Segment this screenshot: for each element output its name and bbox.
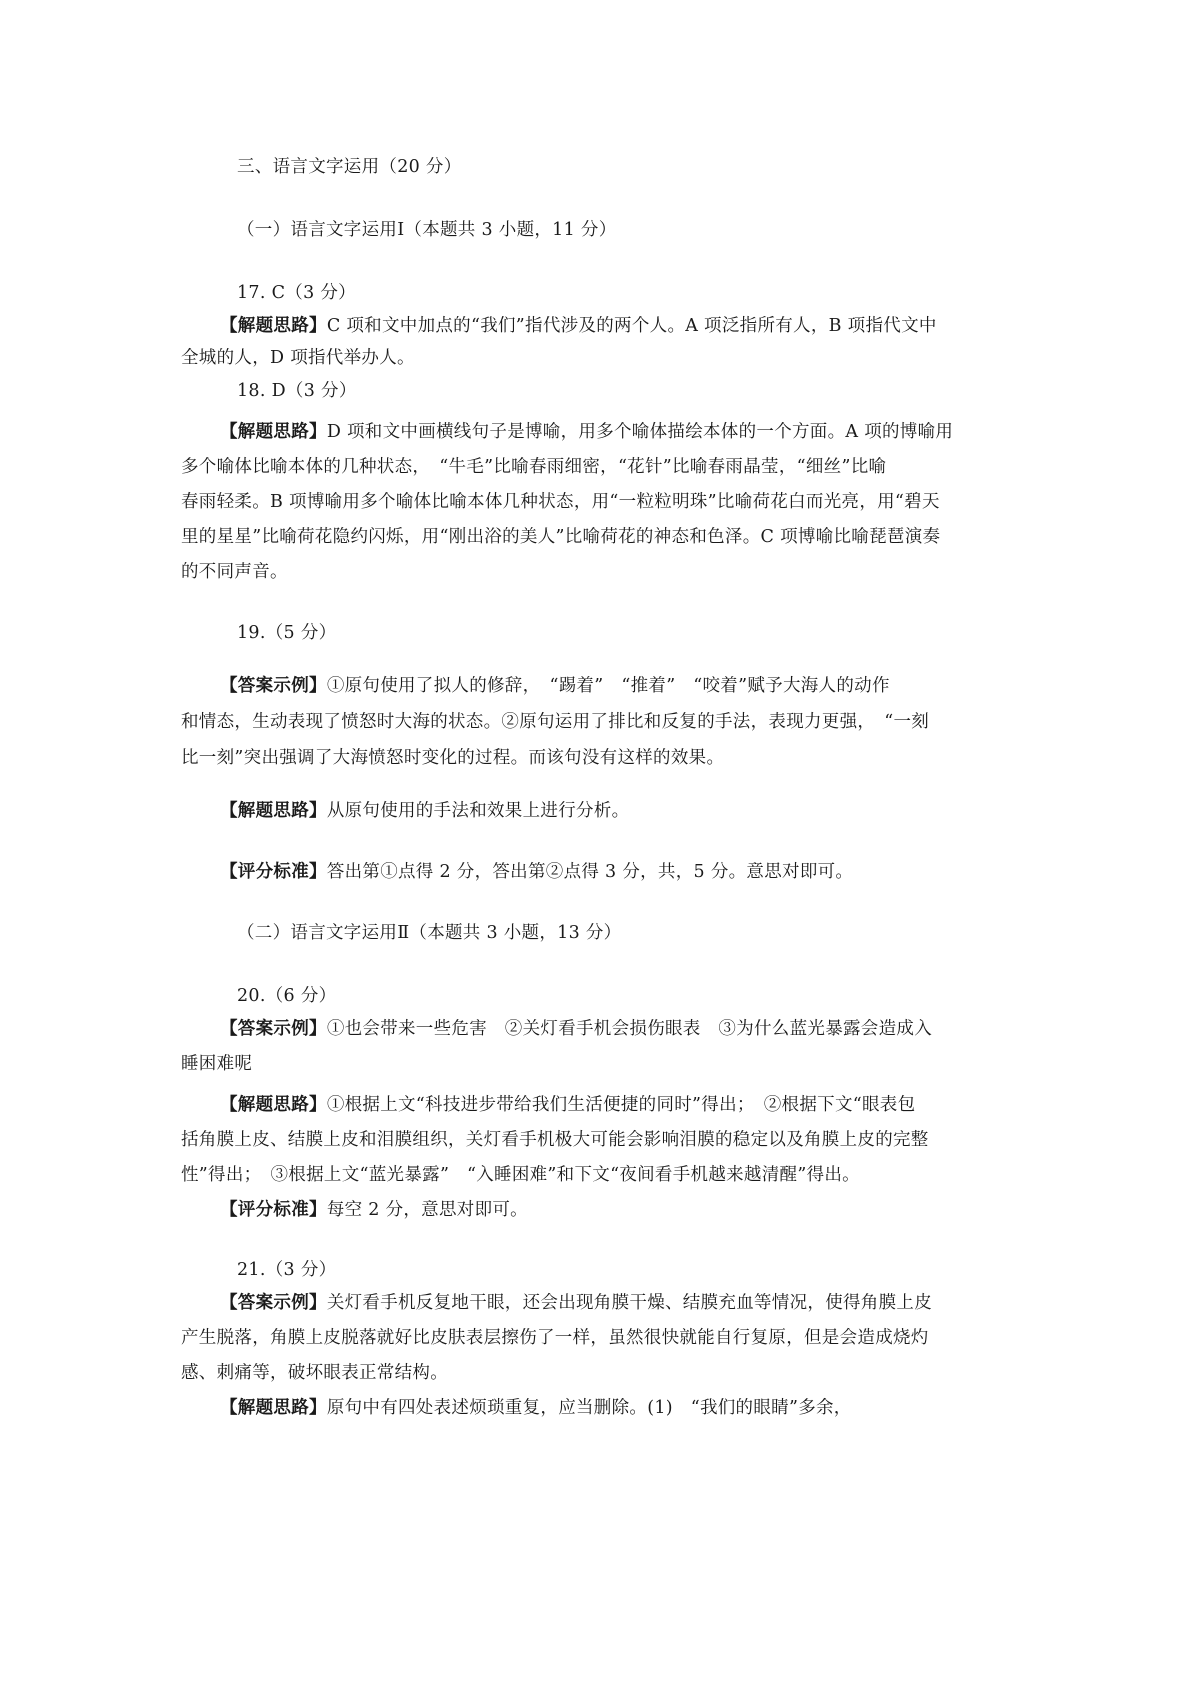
q21-answer-label: 【答案示例】 xyxy=(220,1293,327,1313)
q19-scoring xyxy=(220,860,853,884)
q19-answer-line2: 和情态，生动表现了愤怒时大海的状态。②原句运用了排比和反复的手法，表现力更强， “一刻 xyxy=(181,712,930,732)
q21-answer-line2: 产生脱落，角膜上皮脱落就好比皮肤表层擦伤了一样，虽然很快就能自行复原，但是会造成烧灼 xyxy=(181,1328,929,1348)
q18-analysis-line2: 多个喻体比喻本体的几种状态， “牛毛”比喻春雨细密，“花针”比喻春雨晶莹，“细丝”比喻 xyxy=(181,457,887,477)
q20-analysis-line2: 括角膜上皮、结膜上皮和泪膜组织，关灯看手机极大可能会影响泪膜的稳定以及角膜上皮的完整 xyxy=(181,1130,929,1150)
q18-analysis-text: D 项和文中画横线句子是博喻，用多个喻体描绘本体的一个方面。A 项的博喻用 xyxy=(326,422,954,442)
q21-analysis-label: 【解题思路】 xyxy=(220,1398,327,1418)
q20-score-text: 每空 2 分，意思对即可。 xyxy=(326,1200,528,1220)
q18-analysis-line1 xyxy=(220,420,953,444)
section-title: 三、语言文字运用（20 分） xyxy=(237,157,462,177)
q19-answer-label: 【答案示例】 xyxy=(220,676,327,696)
q18-analysis-label: 【解题思路】 xyxy=(220,422,327,442)
q21-answer-line3: 感、刺痛等，破坏眼表正常结构。 xyxy=(181,1363,448,1383)
q20-answer-line1 xyxy=(220,1017,932,1041)
q18-analysis-line3: 春雨轻柔。B 项博喻用多个喻体比喻本体几种状态，用“一粒粒明珠”比喻荷花白而光亮，用“碧天 xyxy=(181,492,940,512)
q19-answer-text: ①原句使用了拟人的修辞， “踢着” “推着” “咬着”赋予大海人的动作 xyxy=(326,676,890,696)
q18-analysis-line4: 里的星星”比喻荷花隐约闪烁，用“刚出浴的美人”比喻荷花的神态和色泽。C 项博喻比喻琵琶演奏 xyxy=(181,527,941,547)
q17-analysis-line1 xyxy=(220,314,937,338)
q19-score-text: 答出第①点得 2 分，答出第②点得 3 分，共，5 分。意思对即可。 xyxy=(326,862,854,882)
q20-analysis-line3: 性”得出； ③根据上文“蓝光暴露” “入睡困难”和下文“夜间看手机越来越清醒”得出。 xyxy=(181,1165,860,1185)
q20-analysis-label: 【解题思路】 xyxy=(220,1095,327,1115)
q19-answer-line1 xyxy=(220,674,890,698)
q17-analysis-line2: 全城的人，D 项指代举办人。 xyxy=(181,348,415,368)
q19-score-label: 【评分标准】 xyxy=(220,862,327,882)
q18-header: 18. D（3 分） xyxy=(237,381,357,401)
q19-answer-line3: 比一刻”突出强调了大海愤怒时变化的过程。而该句没有这样的效果。 xyxy=(181,748,725,768)
q19-analysis xyxy=(220,799,629,823)
subsection-title-1: （一）语言文字运用Ⅰ（本题共 3 小题，11 分） xyxy=(237,220,617,240)
q19-header: 19.（5 分） xyxy=(237,623,337,643)
q21-answer-text: 关灯看手机反复地干眼，还会出现角膜干燥、结膜充血等情况，使得角膜上皮 xyxy=(326,1293,933,1313)
q20-answer-text: ①也会带来一些危害 ②关灯看手机会损伤眼表 ③为什么蓝光暴露会造成入 xyxy=(326,1019,933,1039)
q20-score-label: 【评分标准】 xyxy=(220,1200,327,1220)
q20-header: 20.（6 分） xyxy=(237,986,337,1006)
q20-answer-line2: 睡困难呢 xyxy=(181,1054,253,1074)
q20-scoring xyxy=(220,1198,528,1222)
q21-analysis xyxy=(220,1396,852,1420)
q20-answer-label: 【答案示例】 xyxy=(220,1019,327,1039)
q21-header: 21.（3 分） xyxy=(237,1260,337,1280)
q19-analysis-text: 从原句使用的手法和效果上进行分析。 xyxy=(326,801,630,821)
q19-analysis-label: 【解题思路】 xyxy=(220,801,327,821)
subsection-title-2: （二）语言文字运用Ⅱ（本题共 3 小题，13 分） xyxy=(237,923,622,943)
q17-analysis-label: 【解题思路】 xyxy=(220,316,327,336)
q17-header: 17. C（3 分） xyxy=(237,283,356,303)
q17-analysis-text: C 项和文中加点的“我们”指代涉及的两个人。A 项泛指所有人，B 项指代文中 xyxy=(326,316,937,336)
q18-analysis-line5: 的不同声音。 xyxy=(181,562,288,582)
q20-analysis-text: ①根据上文“科技进步带给我们生活便捷的同时”得出； ②根据下文“眼表包 xyxy=(326,1095,916,1115)
q21-answer-line1 xyxy=(220,1291,932,1315)
q20-analysis-line1 xyxy=(220,1093,915,1117)
q21-analysis-text: 原句中有四处表述烦琐重复，应当删除。(1) “我们的眼睛”多余， xyxy=(326,1398,852,1418)
